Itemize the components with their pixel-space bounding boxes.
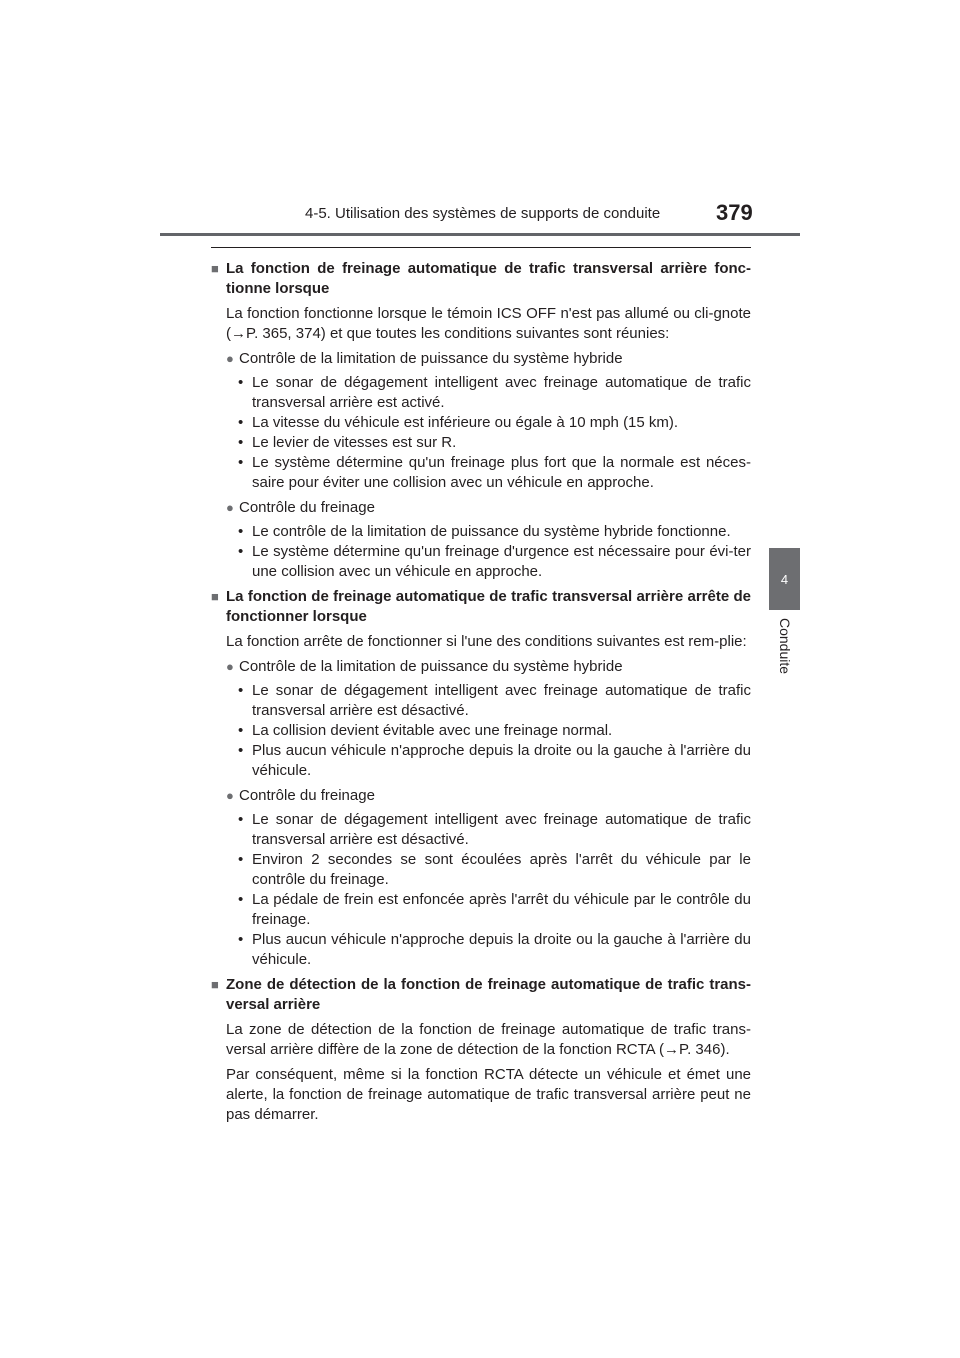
bullet-icon: • [238, 722, 244, 739]
square-bullet-icon: ■ [211, 977, 219, 992]
list-item: • Environ 2 secondes se sont écoulées après l'arrêt du véhicule par le contrôle du freinage. [238, 851, 751, 888]
list-item: • Le système détermine qu'un freinage d'urgence est nécessaire pour évi-ter une collision avec un véhicule en approche. [238, 543, 751, 580]
content-top-rule [211, 247, 751, 248]
condition-group [211, 786, 751, 970]
condition-group [211, 349, 751, 493]
list-item: • Le sonar de dégagement intelligent avec freinage automatique de trafic transversal arrière est désactivé. [238, 811, 751, 848]
header-rule [160, 233, 800, 236]
paragraph: Par conséquent, même si la fonction RCTA détecte un véhicule et émet une alerte, la fonction de freinage automatique de trafic transversal arrière peut ne pas démarrer. [226, 1066, 751, 1123]
bullet-icon: • [238, 454, 244, 471]
circle-bullet-icon: ● [226, 500, 234, 515]
list-item: • Le contrôle de la limitation de puissance du système hybride fonctionne. [238, 523, 731, 540]
section [211, 975, 751, 1125]
paragraph: La fonction fonctionne lorsque le témoin ICS OFF n'est pas allumé ou cli-gnote (→P. 365, 374) et que toutes les conditions suivantes sont réunies: [226, 305, 751, 342]
bullet-icon: • [238, 434, 244, 451]
chapter-label: Conduite [777, 618, 793, 675]
bullet-icon: • [238, 374, 244, 391]
paragraph: La zone de détection de la fonction de freinage automatique de trafic trans-versal arrière diffère de la zone de détection de la fonction RCTA (→P. 346). [226, 1021, 751, 1058]
group-label: ● Contrôle du freinage [226, 499, 375, 516]
circle-bullet-icon: ● [226, 659, 234, 674]
list-item: • Le sonar de dégagement intelligent avec freinage automatique de trafic transversal arrière est activé. [238, 374, 751, 411]
bullet-icon: • [238, 811, 244, 828]
square-bullet-icon: ■ [211, 589, 219, 604]
list-item: • Le système détermine qu'un freinage plus fort que la normale est néces-saire pour éviter une collision avec un véhicule en approche. [238, 454, 751, 491]
bullet-icon: • [238, 682, 244, 699]
bullet-icon: • [238, 891, 244, 908]
bullet-icon: • [238, 851, 244, 868]
chapter-number: 4 [780, 571, 789, 587]
bullet-icon: • [238, 523, 244, 540]
square-bullet-icon: ■ [211, 261, 219, 276]
section [211, 587, 751, 970]
list-item: • La vitesse du véhicule est inférieure ou égale à 10 mph (15 km). [238, 414, 679, 431]
circle-bullet-icon: ● [226, 788, 234, 803]
bullet-icon: • [238, 543, 244, 560]
bullet-icon: • [238, 742, 244, 759]
section [211, 259, 751, 582]
list-item: • Le sonar de dégagement intelligent avec freinage automatique de trafic transversal arrière est désactivé. [238, 682, 751, 719]
page-number: 379 [716, 200, 753, 225]
condition-group [211, 657, 751, 781]
group-label: ● Contrôle du freinage [226, 787, 375, 804]
list-item: • Plus aucun véhicule n'approche depuis la droite ou la gauche à l'arrière du véhicule. [238, 742, 751, 779]
circle-bullet-icon: ● [226, 351, 234, 366]
list-item: • Plus aucun véhicule n'approche depuis la droite ou la gauche à l'arrière du véhicule. [238, 931, 751, 968]
section-heading: ■ Zone de détection de la fonction de freinage automatique de trafic trans-versal arrière [211, 976, 751, 1013]
group-label: ● Contrôle de la limitation de puissance du système hybride [226, 658, 623, 675]
bullet-icon: • [238, 414, 244, 431]
page-content [211, 259, 751, 1130]
list-item: • La pédale de frein est enfoncée après l'arrêt du véhicule par le contrôle du freinage. [238, 891, 751, 928]
condition-group [211, 498, 751, 582]
running-header-section: 4-5. Utilisation des systèmes de supports de conduite [305, 205, 661, 222]
list-item: • La collision devient évitable avec une freinage normal. [238, 722, 613, 739]
list-item: • Le levier de vitesses est sur R. [238, 434, 457, 451]
paragraph: La fonction arrête de fonctionner si l'une des conditions suivantes est rem-plie: [226, 633, 747, 650]
chapter-tab [769, 548, 800, 610]
section-heading: ■ La fonction de freinage automatique de trafic transversal arrière arrête de fonctionner lorsque [211, 588, 751, 625]
section-heading: ■ La fonction de freinage automatique de trafic transversal arrière fonc-tionne lorsque [211, 260, 751, 297]
group-label: ● Contrôle de la limitation de puissance du système hybride [226, 350, 623, 367]
bullet-icon: • [238, 931, 244, 948]
